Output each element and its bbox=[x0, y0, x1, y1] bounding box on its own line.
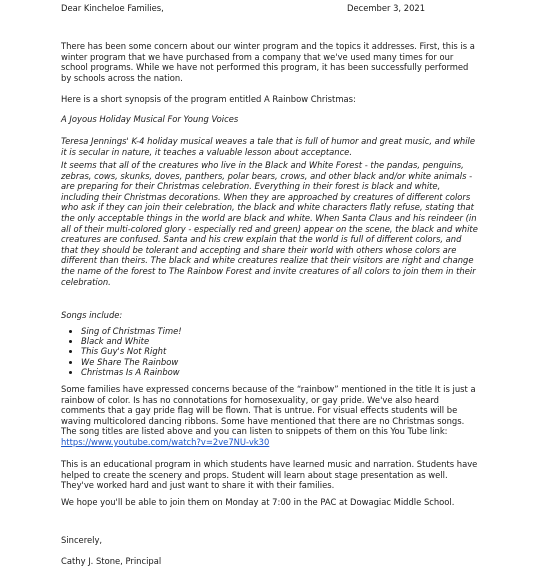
educational-paragraph: This is an educational program in which students have learned music and narration. Students have helped to create the scenery and props. Student will learn about stage presentation as well. They've worked hard and just want to share it with their families. bbox=[61, 459, 478, 491]
song-item: • This Guy's Not Right bbox=[81, 346, 182, 356]
program-subtitle: A Joyous Holiday Musical For Young Voices bbox=[61, 114, 239, 124]
salutation: Dear Kincheloe Families, bbox=[61, 3, 164, 13]
songs-list bbox=[61, 326, 182, 377]
youtube-link[interactable]: https://www.youtube.com/watch?v=2ve7NU-vk30 bbox=[61, 436, 270, 447]
signoff: Sincerely, bbox=[61, 535, 103, 545]
invite-paragraph: We hope you'll be able to join them on Monday at 7:00 in the PAC at Dowagiac Middle School. bbox=[61, 497, 455, 507]
song-item: • Sing of Christmas Time! bbox=[81, 326, 182, 336]
song-item: • Christmas Is A Rainbow bbox=[81, 367, 182, 377]
program-description: Teresa Jennings' K-4 holiday musical weaves a tale that is full of humor and great music, and while it is secular in nature, it teaches a valuable lesson about acceptance. bbox=[61, 136, 476, 157]
songs-heading: Songs include: bbox=[61, 310, 123, 320]
synopsis-intro: Here is a short synopsis of the program entitled A Rainbow Christmas: bbox=[61, 94, 356, 104]
song-item: • We Share The Rainbow bbox=[81, 357, 182, 367]
concerns-paragraph bbox=[61, 384, 481, 448]
signature: Cathy J. Stone, Principal bbox=[61, 556, 162, 566]
song-item: • Black and White bbox=[81, 336, 182, 346]
letter-date: December 3, 2021 bbox=[347, 3, 426, 13]
program-story: It seems that all of the creatures who live in the Black and White Forest - the pandas, penguins, zebras, cows, skunks, doves, panthers, polar bears, crows, and other black and/or white animals - are preparing for their Christmas celebration. Everything in their forest is black and white, including their Christmas decorations. When they are approached by creatures of different colors who ask if they can join their celebration, the black and white characters flatly refuse, stating that the only acceptable things in the world are black and white. When Santa Claus and his reindeer (in all of their multi-colored glory - especially red and green) appear on the scene, the black and white creatures are confused. Santa and his crew explain that the world is full of different colors, and that they should be tolerant and accepting and share their world with others whose colors are different than theirs. The black and white creatures realize that their visitors are right and change the name of the forest to The Rainbow Forest and invite creatures of all colors to join them in their celebration. bbox=[61, 160, 478, 287]
intro-paragraph: There has been some concern about our winter program and the topics it addresses. First, this is a winter program that we have purchased from a company that we've used many times for our school programs. While we have not performed this program, it has been successfully performed by schools across the nation. bbox=[61, 41, 475, 83]
concerns-text: Some families have expressed concerns because of the “rainbow” mentioned in the title It is just a rainbow of color. Is has no connotations for homosexuality, or gay pride. We've also heard comments that a gay pride flag will be flown. That is untrue. For visual effects students will be waving multicolored dancing ribbons. Some have mentioned that there are no Christmas songs. The song titles are listed above and you can listen to snippets of them on this You Tube link: bbox=[61, 384, 476, 437]
